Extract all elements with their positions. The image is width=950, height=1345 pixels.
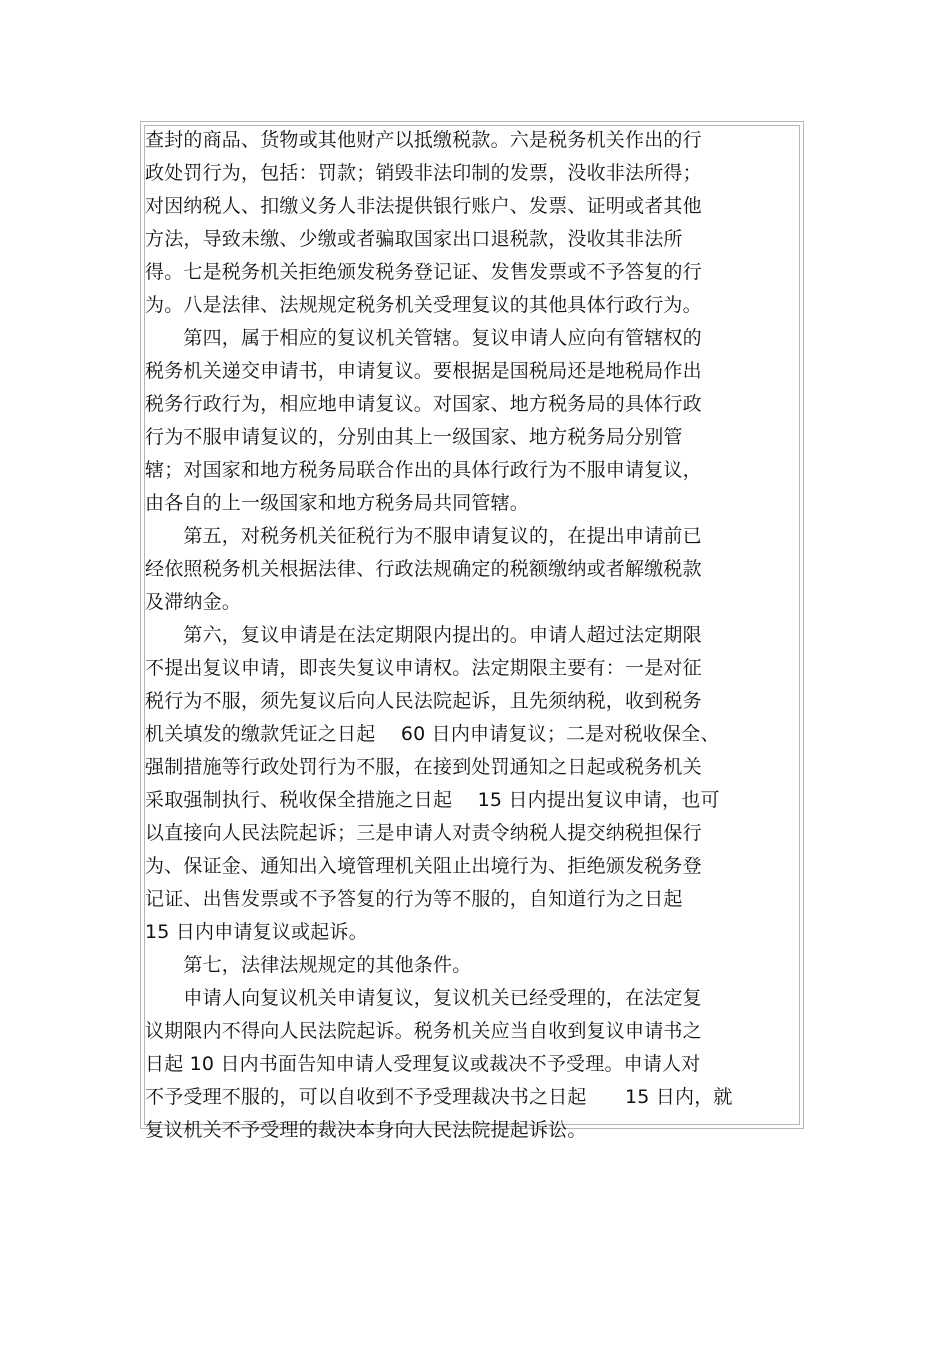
text-line: 第七，法律法规规定的其他条件。 (145, 954, 472, 976)
text-line: 议期限内不得向人民法院起诉。税务机关应当自收到复议申请书之 (145, 1020, 702, 1042)
text-line: 复议机关不予受理的裁决本身向人民法院提起诉讼。 (145, 1119, 587, 1141)
text-line: 由各自的上一级国家和地方税务局共同管辖。 (145, 492, 530, 514)
text-line: 记证、出售发票或不予答复的行为等不服的，自知道行为之日起 (145, 888, 683, 910)
text-line: 对因纳税人、扣缴义务人非法提供银行账户、发票、证明或者其他 (145, 195, 702, 217)
text-line: 第六，复议申请是在法定期限内提出的。申请人超过法定期限 (145, 624, 702, 646)
text-line: 方法，导致未缴、少缴或者骗取国家出口退税款，没收其非法所 (145, 228, 683, 250)
text-line: 为。八是法律、法规规定税务机关受理复议的其他具体行政行为。 (145, 294, 702, 316)
text-line: 强制措施等行政处罚行为不服，在接到处罚通知之日起或税务机关 (145, 756, 702, 778)
text-line: 政处罚行为，包括：罚款；销毁非法印制的发票，没收非法所得； (145, 162, 702, 184)
text-line: 不提出复议申请，即丧失复议申请权。法定期限主要有：一是对征 (145, 657, 702, 679)
text-line: 得。七是税务机关拒绝颁发税务登记证、发售发票或不予答复的行 (145, 261, 702, 283)
text-line: 日起 10 日内书面告知申请人受理复议或裁决不予受理。申请人对 (145, 1053, 701, 1075)
text-line: 采取强制执行、税收保全措施之日起 15 日内提出复议申请，也可 (145, 789, 720, 811)
text-line: 为、保证金、通知出入境管理机关阻止出境行为、拒绝颁发税务登 (145, 855, 702, 877)
text-line: 税务行政行为，相应地申请复议。对国家、地方税务局的具体行政 (145, 393, 702, 415)
text-line: 税行为不服，须先复议后向人民法院起诉，且先须纳税，收到税务 (145, 690, 702, 712)
text-line: 行为不服申请复议的，分别由其上一级国家、地方税务局分别管 (145, 426, 683, 448)
document-body (145, 124, 785, 1147)
text-line: 不予受理不服的，可以自收到不予受理裁决书之日起 15 日内，就 (145, 1086, 733, 1108)
text-line: 第五，对税务机关征税行为不服申请复议的，在提出申请前已 (145, 525, 702, 547)
text-line: 15 日内申请复议或起诉。 (145, 921, 368, 943)
text-line: 经依照税务机关根据法律、行政法规确定的税额缴纳或者解缴税款 (145, 558, 702, 580)
text-line: 及滞纳金。 (145, 591, 242, 613)
text-line: 查封的商品、货物或其他财产以抵缴税款。六是税务机关作出的行 (145, 129, 702, 151)
text-line: 辖；对国家和地方税务局联合作出的具体行政行为不服申请复议， (145, 459, 702, 481)
text-line: 机关填发的缴款凭证之日起 60 日内申请复议；二是对税收保全、 (145, 723, 720, 745)
text-line: 税务机关递交申请书，申请复议。要根据是国税局还是地税局作出 (145, 360, 702, 382)
text-line: 以直接向人民法院起诉；三是申请人对责令纳税人提交纳税担保行 (145, 822, 702, 844)
text-line: 申请人向复议机关申请复议，复议机关已经受理的，在法定复 (145, 987, 702, 1009)
text-line: 第四，属于相应的复议机关管辖。复议申请人应向有管辖权的 (145, 327, 702, 349)
